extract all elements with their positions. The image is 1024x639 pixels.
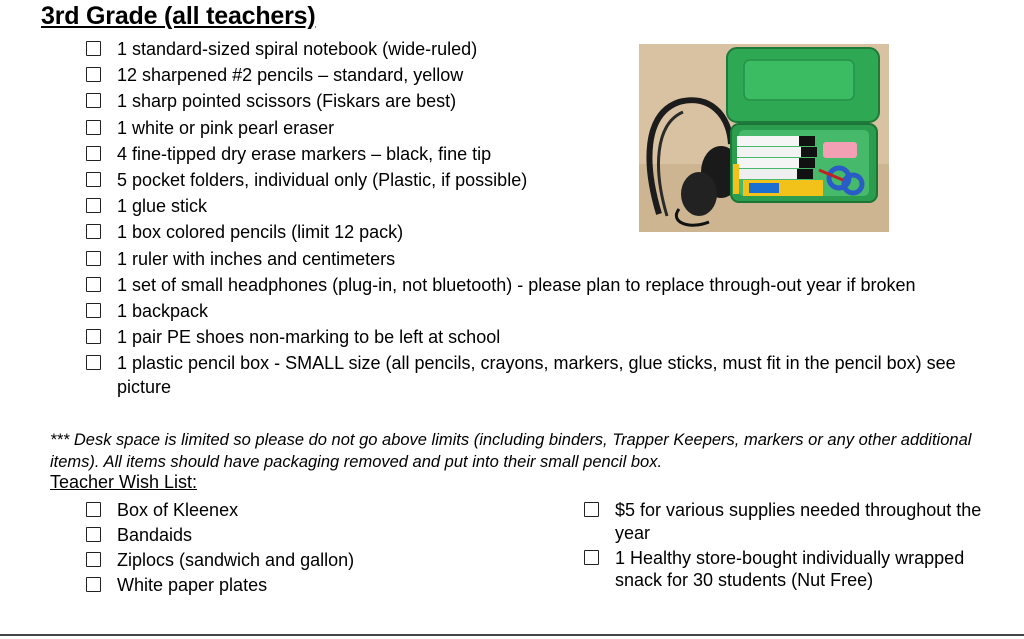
pencil-box-photo [639, 44, 889, 232]
supply-item-label: 1 ruler with inches and centimeters [117, 248, 396, 269]
wish-item-label: $5 for various supplies needed throughout the year [615, 500, 982, 543]
supply-item-label: 1 set of small headphones (plug-in, not bluetooth) - please plan to replace through-out year if broken [117, 274, 916, 295]
checkbox[interactable] [86, 41, 101, 56]
checkbox[interactable] [86, 502, 101, 517]
checkbox[interactable] [86, 303, 101, 318]
checkbox[interactable] [86, 120, 101, 135]
checkbox[interactable] [584, 502, 599, 517]
checkbox[interactable] [86, 577, 101, 592]
checkbox[interactable] [86, 198, 101, 213]
supply-item [84, 248, 984, 272]
supply-item-label: 1 glue stick [117, 196, 208, 217]
page-title: 3rd Grade (all teachers) [41, 2, 316, 30]
checkbox[interactable] [86, 224, 101, 239]
checkbox[interactable] [86, 552, 101, 567]
wish-list-heading: Teacher Wish List: [50, 472, 198, 492]
checkbox[interactable] [86, 251, 101, 266]
supply-item [84, 274, 984, 298]
supply-item-label: 1 plastic pencil box - SMALL size (all pencils, crayons, markers, glue sticks, must fit in the pencil box) see picture [117, 353, 956, 397]
checkbox[interactable] [86, 329, 101, 344]
wish-list-right [582, 499, 982, 594]
supply-item-label: 1 sharp pointed scissors (Fiskars are best) [117, 91, 457, 112]
wish-item-label: Box of Kleenex [117, 500, 239, 520]
wish-item [84, 524, 524, 547]
checkbox[interactable] [584, 550, 599, 565]
supply-item [84, 326, 984, 350]
checkbox[interactable] [86, 67, 101, 82]
page-divider [0, 634, 1024, 636]
wish-item [582, 499, 982, 544]
wish-item [582, 547, 982, 592]
supply-item-label: 5 pocket folders, individual only (Plastic, if possible) [117, 169, 528, 190]
supply-item-label: 12 sharpened #2 pencils – standard, yellow [117, 65, 464, 86]
supply-item-label: 1 pair PE shoes non-marking to be left at school [117, 327, 501, 348]
checkbox[interactable] [86, 172, 101, 187]
checkbox[interactable] [86, 93, 101, 108]
wish-item-label: White paper plates [117, 575, 268, 595]
wish-item [84, 549, 524, 572]
wish-item [84, 574, 524, 597]
wish-item-label: Ziplocs (sandwich and gallon) [117, 550, 355, 570]
wish-item-label: 1 Healthy store-bought individually wrapped snack for 30 students (Nut Free) [615, 547, 965, 590]
checkbox[interactable] [86, 527, 101, 542]
supply-item-label: 4 fine-tipped dry erase markers – black, fine tip [117, 143, 492, 164]
supply-item-label: 1 backpack [117, 300, 209, 321]
wish-item [84, 499, 524, 522]
supply-item-label: 1 standard-sized spiral notebook (wide-ruled) [117, 39, 478, 59]
wish-item-label: Bandaids [117, 525, 193, 545]
checkbox[interactable] [86, 146, 101, 161]
checkbox[interactable] [86, 355, 101, 370]
desk-space-note: *** Desk space is limited so please do not go above limits (including binders, Trapper Keepers, markers or any other additional items). All items should have packaging removed and put into their small pencil box. [50, 431, 972, 471]
supply-item-label: 1 box colored pencils (limit 12 pack) [117, 222, 404, 243]
supply-item-label: 1 white or pink pearl eraser [117, 117, 335, 138]
supply-item [84, 300, 984, 324]
wish-list-left [84, 499, 524, 599]
checkbox[interactable] [86, 277, 101, 292]
supply-item [84, 352, 984, 399]
